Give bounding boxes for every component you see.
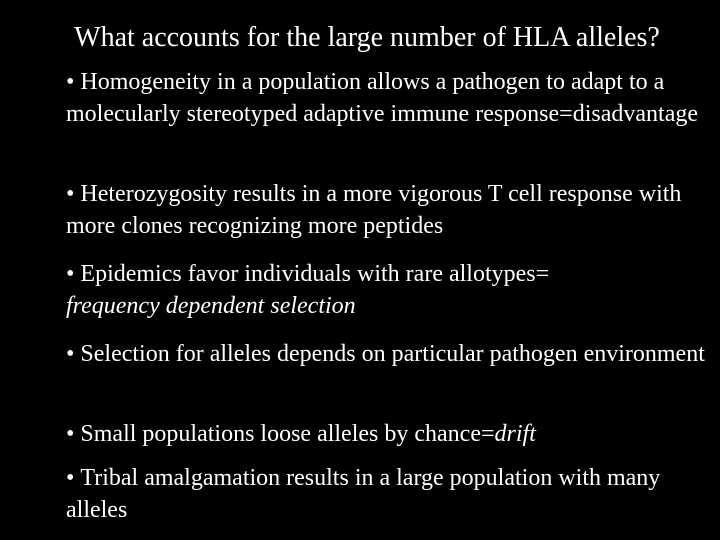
bullet-item-heterozygosity xyxy=(66,178,706,242)
bullet-text: Selection for alleles depends on particular pathogen environment xyxy=(80,341,705,367)
bullet-marker: • xyxy=(66,69,75,95)
bullet-marker: • xyxy=(66,261,75,287)
bullet-item-amalgamation xyxy=(66,462,706,526)
bullet-marker: • xyxy=(66,465,75,491)
bullet-text: Small populations loose alleles by chance= xyxy=(80,421,495,447)
bullet-item-drift xyxy=(66,418,706,450)
bullet-emphasis: frequency dependent selection xyxy=(66,293,356,319)
bullet-marker: • xyxy=(66,341,75,367)
bullet-marker: • xyxy=(66,421,75,447)
bullet-marker: • xyxy=(66,181,75,207)
bullet-item-homogeneity xyxy=(66,66,706,130)
bullet-item-selection xyxy=(66,338,706,370)
bullet-text: Homogeneity in a population allows a pathogen to adapt to a molecularly stereotyped adaptive immune response=disadvantage xyxy=(66,69,698,127)
bullet-item-epidemics xyxy=(66,258,706,322)
bullet-text: Epidemics favor individuals with rare allotypes= xyxy=(80,261,550,287)
bullet-text: Tribal amalgamation results in a large population with many alleles xyxy=(66,465,661,523)
bullet-text: Heterozygosity results in a more vigorous T cell response with more clones recognizing more peptides xyxy=(66,181,682,239)
slide-title: What accounts for the large number of HLA alleles? xyxy=(74,22,660,53)
bullet-emphasis: drift xyxy=(494,421,536,447)
